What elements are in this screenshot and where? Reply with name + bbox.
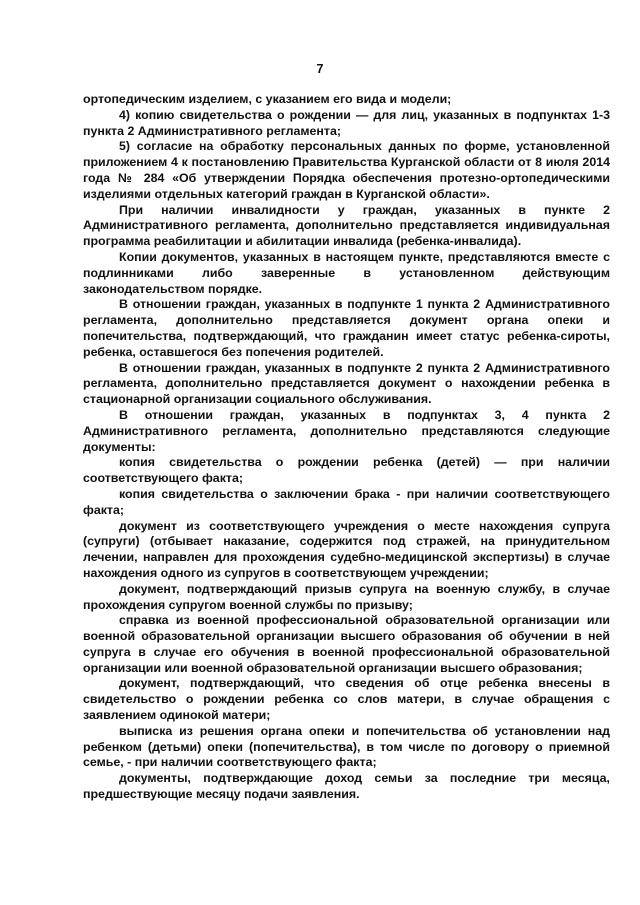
paragraph: Копии документов, указанных в настоящем пункте, представляются вместе с подлинниками либо заверенные в установленном действующим законодательством порядке. [83, 249, 610, 296]
document-body [83, 92, 610, 803]
paragraph: В отношении граждан, указанных в подпункте 2 пункта 2 Административного регламента, дополнительно представляется документ о нахождении ребенка в стационарной организации социального обслуживания. [83, 360, 610, 407]
paragraph: При наличии инвалидности у граждан, указанных в пункте 2 Административного регламента, дополнительно представляется индивидуальная программа реабилитации и абилитации инвалида (ребенка-инвалида). [83, 202, 610, 249]
paragraph: документ, подтверждающий, что сведения об отце ребенка внесены в свидетельство о рождении ребенка со слов матери, в случае обращения с заявлением одинокой матери; [83, 676, 610, 723]
paragraph: 4) копию свидетельства о рождении — для лиц, указанных в подпунктах 1-3 пункта 2 Административного регламента; [83, 107, 610, 138]
paragraph: документ из соответствующего учреждения о месте нахождения супруга (супруги) (отбывает наказание, содержится под стражей, на принудительном лечении, направлен для прохождения судебно-медицинской экспертизы) в случае нахождения одного из супругов в соответствующем учреждении; [83, 518, 610, 580]
paragraph: копия свидетельства о заключении брака - при наличии соответствующего факта; [83, 486, 610, 517]
paragraph: В отношении граждан, указанных в подпункте 1 пункта 2 Административного регламента, дополнительно представляется документ органа опеки и попечительства, подтверждающий, что гражданин имеет статус ребенка-сироты, ребенка, оставшегося без попечения родителей. [83, 297, 610, 359]
paragraph: 5) согласие на обработку персональных данных по форме, установленной приложением 4 к постановлению Правительства Курганской области от 8 июля 2014 года № 284 «Об утверждении Порядка обеспечения протезно-ортопедическими изделиями отдельных категорий граждан в Курганской области». [83, 139, 610, 201]
page-number: 7 [316, 62, 324, 76]
paragraph: справка из военной профессиональной образовательной организации или военной образовательной организации высшего образования об обучении в ней супруга в случае его обучения в военной профессиональной образовательной организации или военной образовательной организации высшего образования; [83, 613, 610, 675]
paragraph: выписка из решения органа опеки и попечительства об установлении над ребенком (детьми) опеки (попечительства), в том числе по договору о приемной семье, - при наличии соответствующего факта; [83, 723, 610, 770]
paragraph: документ, подтверждающий призыв супруга на военную службу, в случае прохождения супругом военной службы по призыву; [83, 581, 610, 612]
paragraph: документы, подтверждающие доход семьи за последние три месяца, предшествующие месяцу подачи заявления. [83, 771, 610, 802]
paragraph: копия свидетельства о рождении ребенка (детей) — при наличии соответствующего факта; [83, 455, 610, 486]
paragraph: В отношении граждан, указанных в подпунктах 3, 4 пункта 2 Административного регламента, дополнительно представляются следующие документы: [83, 407, 610, 454]
paragraph: ортопедическим изделием, с указанием его вида и модели; [83, 92, 452, 106]
